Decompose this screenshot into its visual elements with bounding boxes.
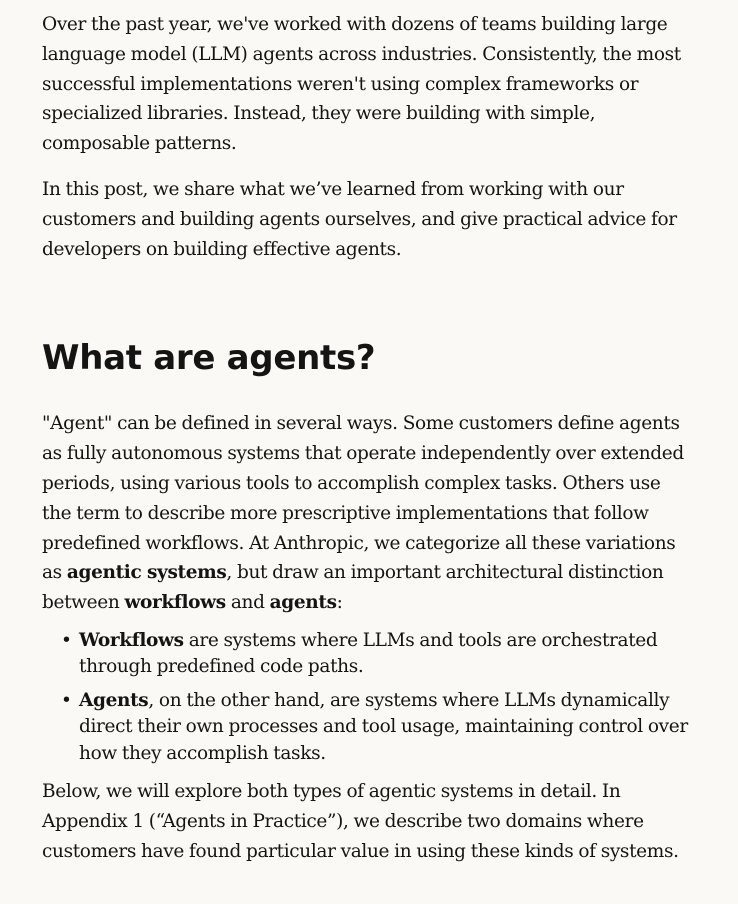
term-workflows: workflows xyxy=(124,592,226,614)
closing-paragraph: Below, we will explore both types of agentic systems in detail. In Appendix 1 (“Agents in Practice”), we describe two domains where customers have found particular value in using these kinds of systems. xyxy=(42,781,679,863)
definition-text-3: and xyxy=(225,592,270,614)
list-term-workflows: Workflows xyxy=(79,629,184,651)
intro-paragraph-1: Over the past year, we've worked with dozens of teams building large language model (LLM) agents across industries. Consistently, the most successful implementations weren't using complex frameworks or specialized libraries. Instead, they were building with simple, composable patterns. xyxy=(42,14,681,155)
definition-text-2: , but draw an important architectural distinction between xyxy=(42,562,664,614)
list-item-agents xyxy=(61,688,699,768)
section-heading: What are agents? xyxy=(42,338,376,379)
term-agentic-systems: agentic systems xyxy=(66,562,227,584)
bullet-icon: • xyxy=(61,629,72,651)
intro-paragraph-2: In this post, we share what we’ve learned from working with our customers and building agents ourselves, and give practical advice for developers on building effective agents. xyxy=(42,178,677,260)
definition-list xyxy=(42,628,738,768)
list-text-workflows: are systems where LLMs and tools are orchestrated through predefined code paths. xyxy=(79,629,658,678)
term-agents: agents xyxy=(269,592,337,614)
list-item-workflows xyxy=(61,628,699,681)
bullet-icon: • xyxy=(61,689,72,711)
list-text-agents: , on the other hand, are systems where LLMs dynamically direct their own processes and tool usage, maintaining control over how they accomplish tasks. xyxy=(79,689,688,764)
list-term-agents: Agents xyxy=(79,689,149,711)
definition-paragraph xyxy=(42,409,692,618)
definition-text-1: "Agent" can be defined in several ways. Some customers define agents as fully autonomous systems that operate independently over extended periods, using various tools to accomplish complex tasks. Others use the term to describe more prescriptive implementations that follow predefined workflows. At Anthropic, we categorize all these variations as xyxy=(42,413,684,584)
definition-text-4: : xyxy=(336,592,343,614)
